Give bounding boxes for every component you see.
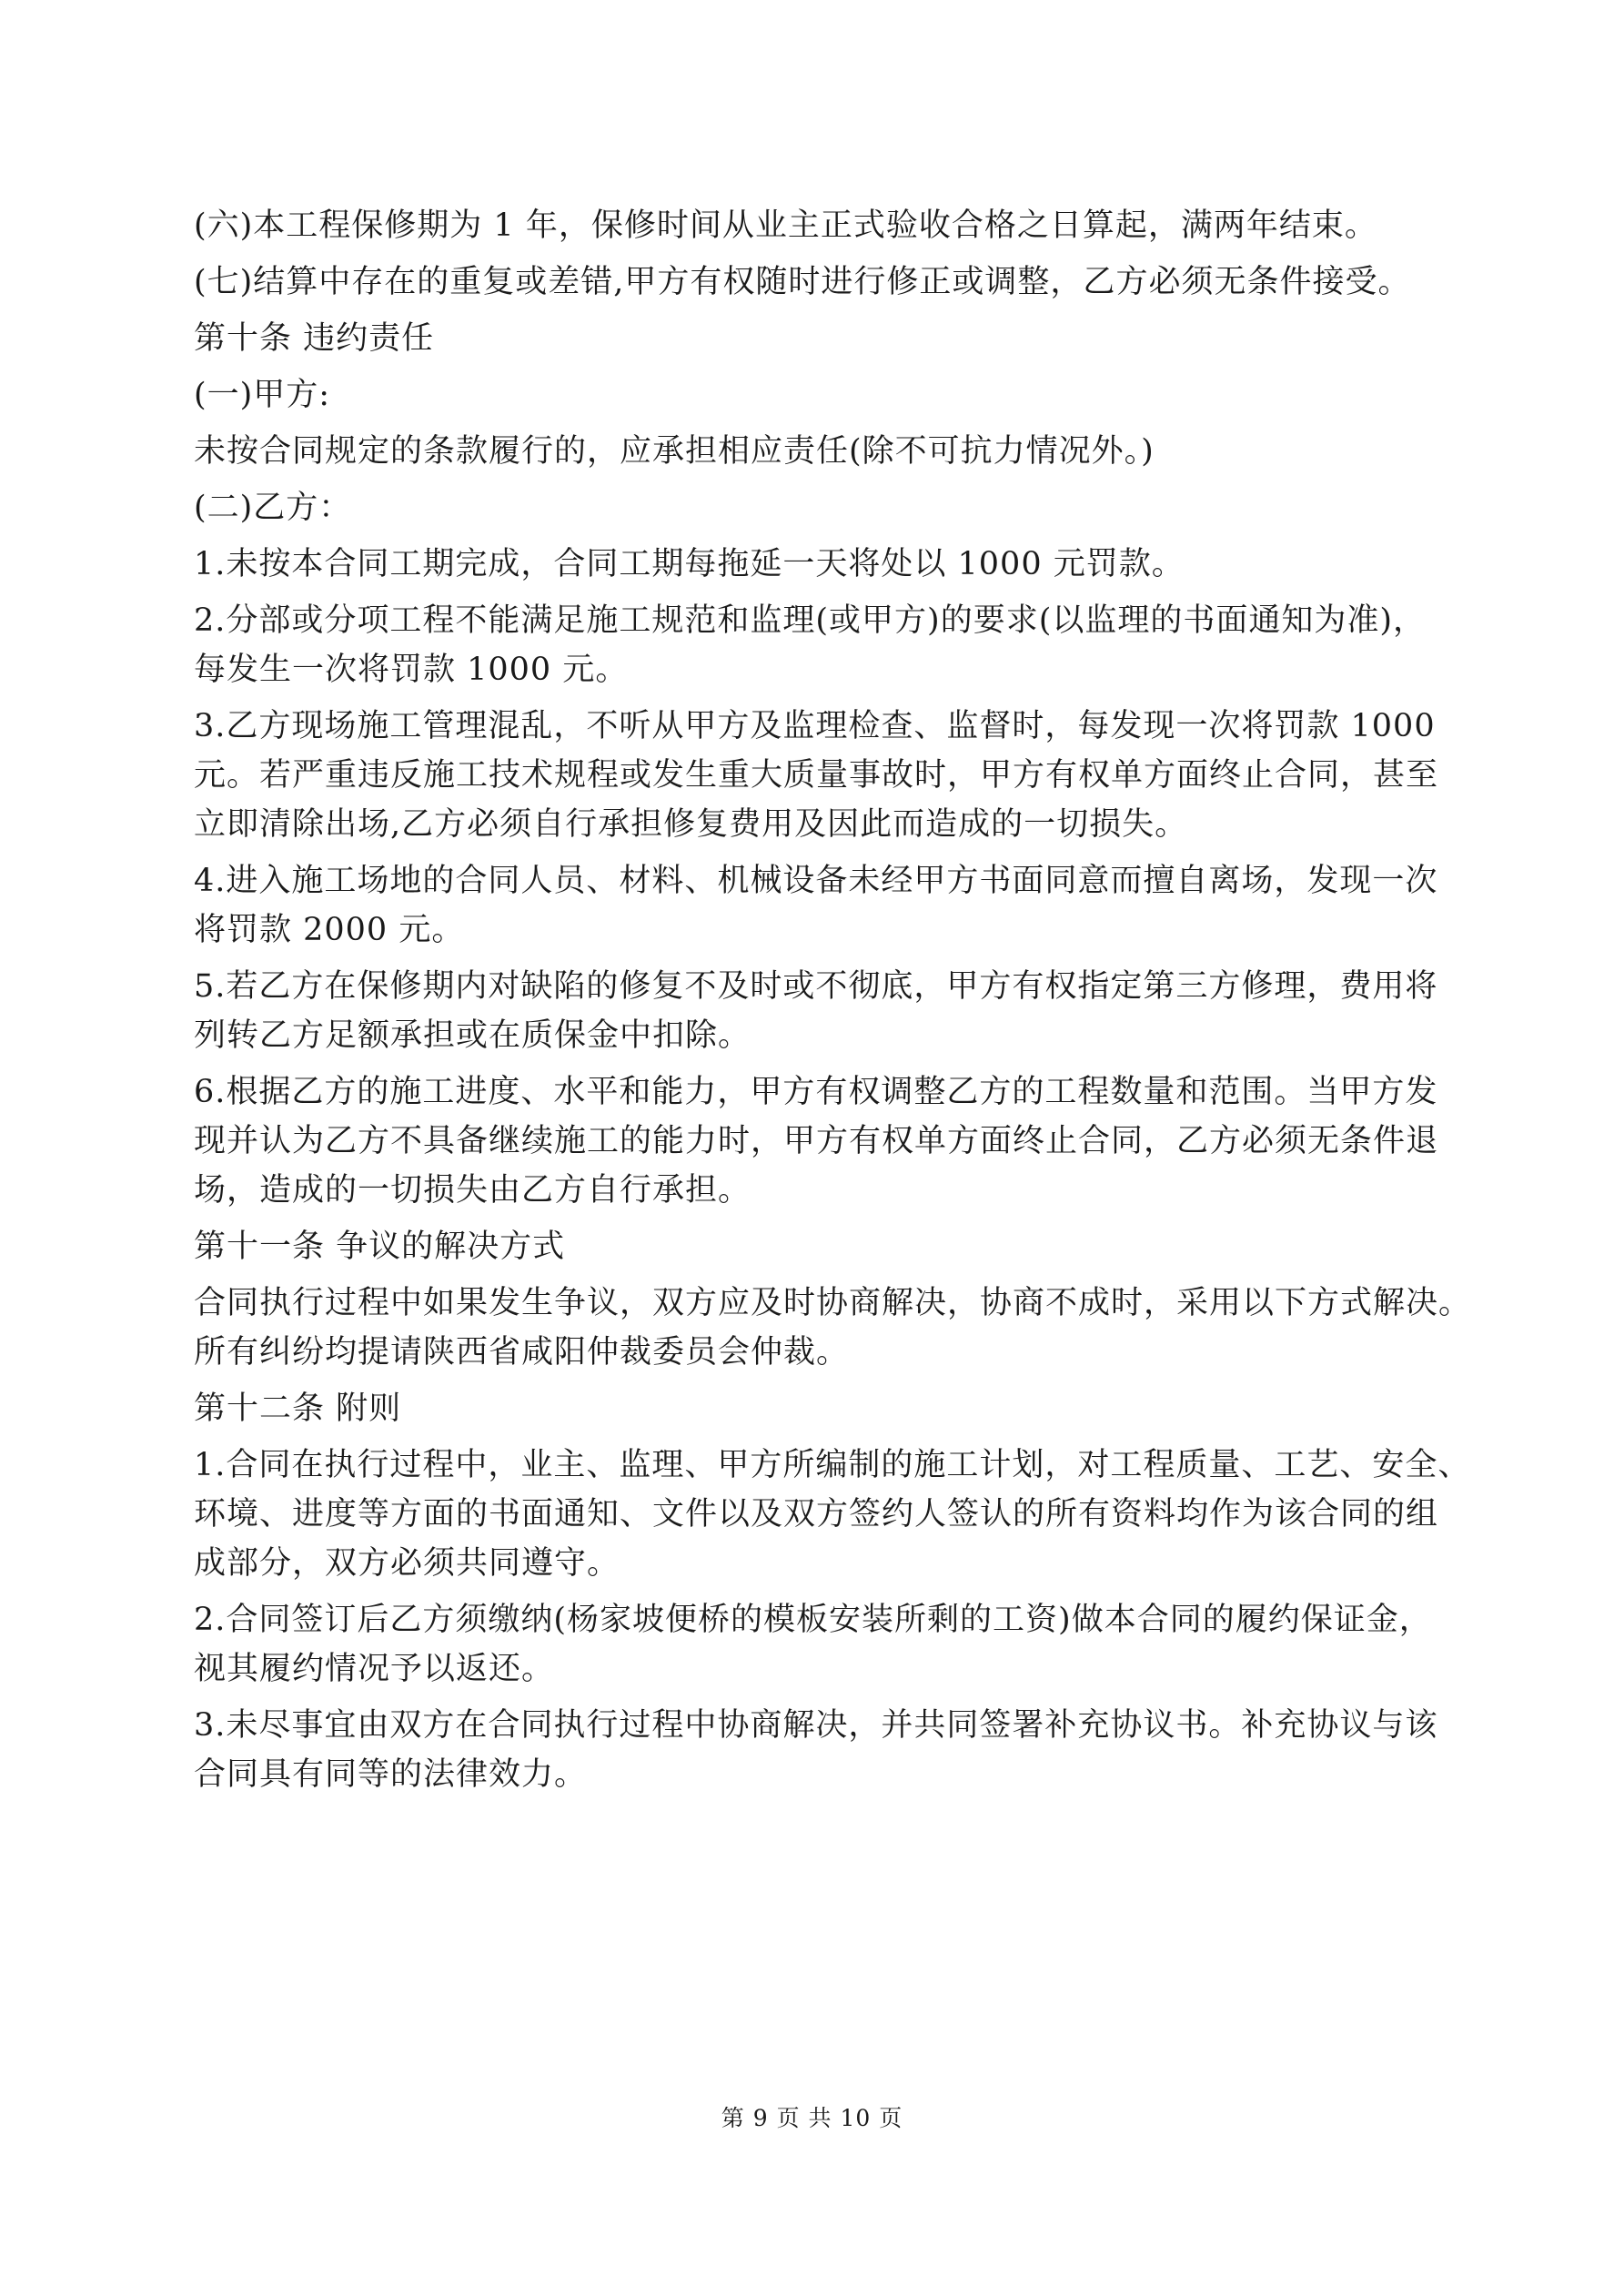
text-line: (七)结算中存在的重复或差错,甲方有权随时进行修正或调整，乙方必须无条件接受。 [194,264,1411,300]
article-12-heading [194,1384,1449,1433]
text-line: 场，造成的一切损失由乙方自行承担。 [194,1172,751,1209]
article-12-2 [194,1595,1449,1694]
text-line: 3.未尽事宜由双方在合同执行过程中协商解决，并共同签署补充协议书。补充协议与该 [194,1707,1438,1744]
text-line: 1.未按本合同工期完成，合同工期每拖延一天将处以 1000 元罚款。 [194,546,1185,582]
text-line: 立即清除出场,乙方必须自行承担修复费用及因此而造成的一切损失。 [194,806,1188,843]
article-10-b-6 [194,1067,1449,1215]
article-12-1 [194,1441,1471,1588]
clause-9-6 [194,201,1449,250]
text-line: 每发生一次将罚款 1000 元。 [194,652,629,688]
text-line: 视其履约情况予以返还。 [194,1651,555,1687]
text-line: 第十一条 争议的解决方式 [194,1229,566,1265]
article-10-party-a-heading [194,370,1449,420]
text-line: 4.进入施工场地的合同人员、材料、机械设备未经甲方书面同意而擅自离场，发现一次 [194,863,1438,899]
article-10-heading [194,314,1449,363]
text-line: 1.合同在执行过程中，业主、监理、甲方所编制的施工计划，对工程质量、工艺、安全、 [194,1447,1471,1483]
text-line: 2.分部或分项工程不能满足施工规范和监理(或甲方)的要求(以监理的书面通知为准)， [194,602,1427,639]
text-line: (二)乙方： [194,490,352,526]
text-line: 所有纠纷均提请陕西省咸阳仲裁委员会仲裁。 [194,1334,850,1371]
page-footer: 第 9 页 共 10 页 [721,2105,903,2131]
text-line: 现并认为乙方不具备继续施工的能力时，甲方有权单方面终止合同，乙方必须无条件退 [194,1123,1439,1159]
text-line: 将罚款 2000 元。 [194,912,465,948]
article-10-b-1 [194,540,1449,589]
text-line: 第十二条 附则 [194,1391,402,1427]
text-line: 合同具有同等的法律效力。 [194,1756,588,1793]
text-line: 列转乙方足额承担或在质保金中扣除。 [194,1017,751,1054]
article-10-party-a-text [194,427,1449,476]
clause-9-7 [194,258,1449,307]
text-line: 环境、进度等方面的书面通知、文件以及双方签约人签认的所有资料均作为该合同的组 [194,1496,1439,1532]
article-10-b-5 [194,962,1449,1060]
text-line: 3.乙方现场施工管理混乱，不听从甲方及监理检查、监督时，每发现一次将罚款 1000 [194,708,1436,744]
text-line: 2.合同签订后乙方须缴纳(杨家坡便桥的模板安装所剩的工资)做本合同的履约保证金， [194,1602,1432,1638]
text-line: 元。若严重违反施工技术规程或发生重大质量事故时，甲方有权单方面终止合同，甚至 [194,757,1439,794]
text-line: 未按合同规定的条款履行的，应承担相应责任(除不可抗力情况外。) [194,433,1155,470]
article-11-text [194,1279,1472,1377]
article-10-b-4 [194,856,1449,955]
text-line: 合同执行过程中如果发生争议，双方应及时协商解决，协商不成时，采用以下方式解决。 [194,1285,1472,1321]
text-line: 6.根据乙方的施工进度、水平和能力，甲方有权调整乙方的工程数量和范围。当甲方发 [194,1074,1438,1110]
article-10-b-2 [194,596,1449,694]
text-line: (六)本工程保修期为 1 年，保修时间从业主正式验收合格之日算起，满两年结束。 [194,207,1377,244]
article-12-3 [194,1701,1449,1799]
text-line: 成部分，双方必须共同遵守。 [194,1545,620,1582]
article-11-heading [194,1222,1449,1271]
text-line: (一)甲方: [194,377,331,413]
article-10-party-b-heading [194,483,1449,532]
text-line: 第十条 违约责任 [194,320,435,357]
document-body [194,201,1472,1806]
article-10-b-3 [194,702,1449,849]
text-line: 5.若乙方在保修期内对缺陷的修复不及时或不彻底，甲方有权指定第三方修理，费用将 [194,968,1438,1005]
